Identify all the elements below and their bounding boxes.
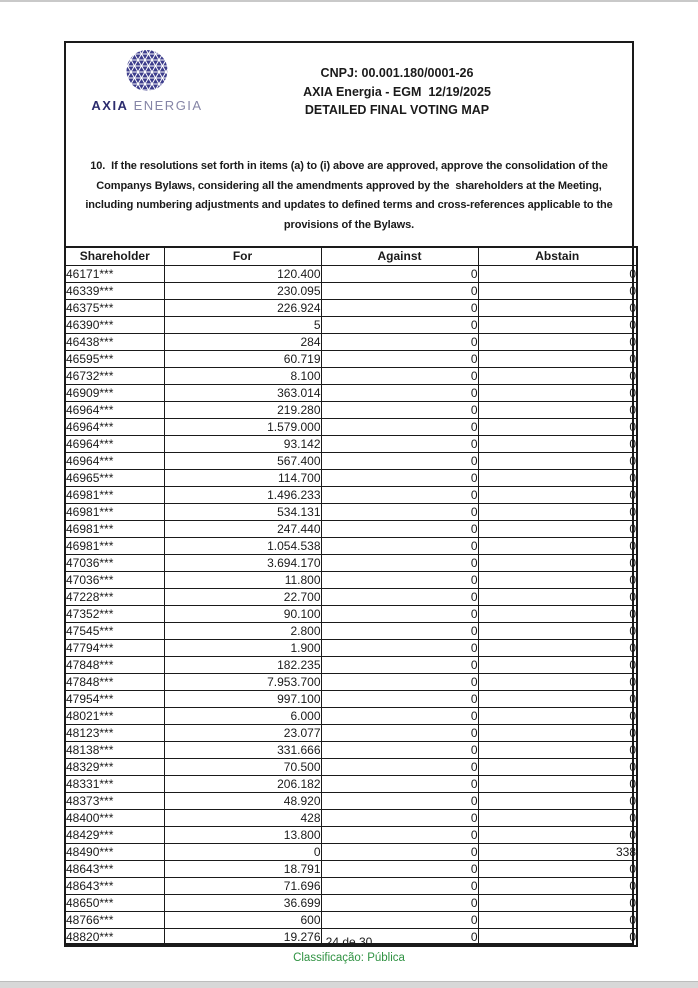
- brand-primary: AXIA: [91, 98, 129, 113]
- shareholder-id-cell: 48331***: [65, 776, 164, 793]
- table-row: [65, 402, 637, 419]
- vote-count-cell: 0: [321, 895, 478, 912]
- vote-count-cell: 0: [321, 759, 478, 776]
- shareholder-id-cell: 46732***: [65, 368, 164, 385]
- header-doc-title: DETAILED FINAL VOTING MAP: [304, 103, 490, 117]
- shareholder-id-cell: 48138***: [65, 742, 164, 759]
- vote-count-cell: 0: [478, 283, 637, 300]
- vote-count-cell: 0: [478, 334, 637, 351]
- vote-count-cell: 0: [478, 674, 637, 691]
- vote-count-cell: 0: [478, 487, 637, 504]
- shareholder-id-cell: 48643***: [65, 861, 164, 878]
- shareholder-id-cell: 48123***: [65, 725, 164, 742]
- vote-count-cell: 0: [321, 640, 478, 657]
- table-row: [65, 895, 637, 912]
- vote-count-cell: 60.719: [164, 351, 321, 368]
- vote-count-cell: 230.095: [164, 283, 321, 300]
- vote-count-cell: 8.100: [164, 368, 321, 385]
- table-row: [65, 419, 637, 436]
- vote-count-cell: 0: [321, 453, 478, 470]
- table-row: [65, 640, 637, 657]
- vote-count-cell: 0: [321, 878, 478, 895]
- shareholder-id-cell: 46595***: [65, 351, 164, 368]
- table-row: [65, 861, 637, 878]
- vote-count-cell: 0: [478, 266, 637, 283]
- vote-count-cell: 1.496.233: [164, 487, 321, 504]
- vote-count-cell: 0: [321, 657, 478, 674]
- table-row: [65, 878, 637, 895]
- vote-count-cell: 7.953.700: [164, 674, 321, 691]
- vote-count-cell: 0: [321, 487, 478, 504]
- table-row: [65, 674, 637, 691]
- shareholder-id-cell: 48820***: [65, 929, 164, 947]
- shareholder-id-cell: 46964***: [65, 402, 164, 419]
- vote-count-cell: 48.920: [164, 793, 321, 810]
- vote-count-cell: 0: [478, 300, 637, 317]
- shareholder-id-cell: 48643***: [65, 878, 164, 895]
- table-row: [65, 844, 637, 861]
- vote-count-cell: 0: [321, 793, 478, 810]
- header-cnpj: CNPJ: 00.001.180/0001-26: [320, 66, 474, 80]
- resolution-line: provisions of the Bylaws.: [283, 218, 415, 231]
- vote-count-cell: 226.924: [164, 300, 321, 317]
- vote-count-cell: 0: [321, 691, 478, 708]
- vote-count-cell: 0: [478, 929, 637, 947]
- vote-count-cell: 0: [478, 691, 637, 708]
- vote-count-cell: 0: [478, 470, 637, 487]
- vote-count-cell: 71.696: [164, 878, 321, 895]
- vote-count-cell: 0: [478, 708, 637, 725]
- table-row: [65, 691, 637, 708]
- vote-count-cell: 0: [478, 793, 637, 810]
- vote-count-cell: 0: [321, 606, 478, 623]
- vote-count-cell: 2.800: [164, 623, 321, 640]
- vote-count-cell: 13.800: [164, 827, 321, 844]
- vote-count-cell: 0: [478, 555, 637, 572]
- vote-count-cell: 0: [321, 725, 478, 742]
- shareholder-id-cell: 46965***: [65, 470, 164, 487]
- vote-count-cell: 428: [164, 810, 321, 827]
- vote-count-cell: 19.276: [164, 929, 321, 947]
- vote-count-cell: 0: [321, 776, 478, 793]
- table-row: [65, 317, 637, 334]
- table-header-row: [65, 247, 637, 266]
- shareholder-id-cell: 46339***: [65, 283, 164, 300]
- shareholder-id-cell: 46375***: [65, 300, 164, 317]
- shareholder-id-cell: 46171***: [65, 266, 164, 283]
- header-meeting: AXIA Energia - EGM 12/19/2025: [303, 84, 491, 99]
- vote-count-cell: 0: [321, 844, 478, 861]
- vote-count-cell: 0: [321, 572, 478, 589]
- vote-count-cell: 0: [478, 538, 637, 555]
- vote-count-cell: 0: [321, 470, 478, 487]
- vote-count-cell: 114.700: [164, 470, 321, 487]
- table-row: [65, 453, 637, 470]
- vote-count-cell: 0: [478, 368, 637, 385]
- shareholder-id-cell: 47848***: [65, 674, 164, 691]
- table-row: [65, 436, 637, 453]
- table-row: [65, 283, 637, 300]
- vote-count-cell: 219.280: [164, 402, 321, 419]
- vote-count-cell: 0: [478, 623, 637, 640]
- vote-count-cell: 0: [321, 419, 478, 436]
- page-number: 24 de 30: [325, 935, 373, 949]
- table-row: [65, 300, 637, 317]
- vote-count-cell: 0: [478, 351, 637, 368]
- vote-count-cell: 0: [478, 402, 637, 419]
- vote-count-cell: 0: [321, 861, 478, 878]
- vote-count-cell: 0: [321, 555, 478, 572]
- table-row: [65, 623, 637, 640]
- vote-count-cell: 0: [321, 708, 478, 725]
- vote-count-cell: 0: [478, 317, 637, 334]
- table-row: [65, 708, 637, 725]
- vote-count-cell: 0: [478, 810, 637, 827]
- table-row: [65, 589, 637, 606]
- vote-count-cell: 0: [164, 844, 321, 861]
- table-row: [65, 776, 637, 793]
- shareholder-id-cell: 46981***: [65, 487, 164, 504]
- table-row: [65, 266, 637, 283]
- vote-count-cell: 1.054.538: [164, 538, 321, 555]
- voting-table: [64, 246, 638, 947]
- vote-count-cell: 0: [478, 912, 637, 929]
- vote-count-cell: 0: [321, 436, 478, 453]
- table-row: [65, 351, 637, 368]
- vote-count-cell: 90.100: [164, 606, 321, 623]
- axia-globe-icon: [124, 48, 170, 95]
- shareholder-id-cell: 48021***: [65, 708, 164, 725]
- vote-count-cell: 0: [478, 385, 637, 402]
- vote-count-cell: 0: [478, 657, 637, 674]
- table-row: [65, 538, 637, 555]
- table-row: [65, 487, 637, 504]
- shareholder-id-cell: 46981***: [65, 521, 164, 538]
- table-row: [65, 368, 637, 385]
- document-page: [64, 41, 634, 945]
- vote-count-cell: 0: [321, 402, 478, 419]
- vote-count-cell: 0: [478, 572, 637, 589]
- vote-count-cell: 567.400: [164, 453, 321, 470]
- vote-count-cell: 0: [478, 521, 637, 538]
- vote-count-cell: 0: [478, 878, 637, 895]
- vote-count-cell: 331.666: [164, 742, 321, 759]
- shareholder-id-cell: 46909***: [65, 385, 164, 402]
- shareholder-id-cell: 47954***: [65, 691, 164, 708]
- vote-count-cell: 23.077: [164, 725, 321, 742]
- vote-count-cell: 0: [321, 368, 478, 385]
- vote-count-cell: 284: [164, 334, 321, 351]
- column-header: Shareholder: [65, 247, 164, 266]
- vote-count-cell: 0: [478, 640, 637, 657]
- vote-count-cell: 363.014: [164, 385, 321, 402]
- resolution-line: Companys Bylaws, considering all the amendments approved by the shareholders at the Meeting,: [96, 179, 602, 192]
- shareholder-id-cell: 46981***: [65, 538, 164, 555]
- shareholder-id-cell: 48490***: [65, 844, 164, 861]
- vote-count-cell: 0: [478, 759, 637, 776]
- vote-count-cell: 0: [321, 827, 478, 844]
- resolution-line: 10. If the resolutions set forth in items (a) to (i) above are approved, approve the consolidation of the: [90, 160, 608, 172]
- vote-count-cell: 182.235: [164, 657, 321, 674]
- table-row: [65, 504, 637, 521]
- vote-count-cell: 1.900: [164, 640, 321, 657]
- vote-count-cell: 22.700: [164, 589, 321, 606]
- shareholder-id-cell: 46964***: [65, 453, 164, 470]
- shareholder-id-cell: 48329***: [65, 759, 164, 776]
- column-header: Against: [321, 247, 478, 266]
- vote-count-cell: 0: [321, 283, 478, 300]
- vote-count-cell: 0: [478, 861, 637, 878]
- vote-count-cell: 0: [321, 589, 478, 606]
- vote-count-cell: 247.440: [164, 521, 321, 538]
- company-logo: [80, 48, 214, 113]
- vote-count-cell: 0: [321, 385, 478, 402]
- shareholder-id-cell: 48400***: [65, 810, 164, 827]
- vote-count-cell: 0: [321, 300, 478, 317]
- column-header: Abstain: [478, 247, 637, 266]
- shareholder-id-cell: 47352***: [65, 606, 164, 623]
- shareholder-id-cell: 46964***: [65, 436, 164, 453]
- table-row: [65, 912, 637, 929]
- table-row: [65, 470, 637, 487]
- vote-count-cell: 18.791: [164, 861, 321, 878]
- vote-count-cell: 0: [321, 351, 478, 368]
- vote-count-cell: 0: [321, 674, 478, 691]
- table-row: [65, 725, 637, 742]
- table-row: [65, 385, 637, 402]
- table-row: [65, 657, 637, 674]
- shareholder-id-cell: 48373***: [65, 793, 164, 810]
- vote-count-cell: 0: [321, 929, 478, 947]
- vote-count-cell: 0: [478, 725, 637, 742]
- vote-count-cell: 0: [478, 589, 637, 606]
- vote-count-cell: 3.694.170: [164, 555, 321, 572]
- table-row: [65, 606, 637, 623]
- vote-count-cell: 0: [478, 776, 637, 793]
- shareholder-id-cell: 47545***: [65, 623, 164, 640]
- shareholder-id-cell: 46438***: [65, 334, 164, 351]
- resolution-paragraph: [68, 157, 630, 235]
- column-header: For: [164, 247, 321, 266]
- vote-count-cell: 0: [321, 810, 478, 827]
- vote-count-cell: 36.699: [164, 895, 321, 912]
- shareholder-id-cell: 46981***: [65, 504, 164, 521]
- table-row: [65, 810, 637, 827]
- vote-count-cell: 0: [321, 334, 478, 351]
- vote-count-cell: 0: [478, 453, 637, 470]
- vote-count-cell: 93.142: [164, 436, 321, 453]
- vote-count-cell: 0: [321, 504, 478, 521]
- vote-count-cell: 600: [164, 912, 321, 929]
- vote-count-cell: 0: [478, 504, 637, 521]
- shareholder-id-cell: 46964***: [65, 419, 164, 436]
- vote-count-cell: 0: [478, 606, 637, 623]
- vote-count-cell: 0: [321, 742, 478, 759]
- vote-count-cell: 0: [321, 521, 478, 538]
- vote-count-cell: 0: [321, 623, 478, 640]
- resolution-line: including numbering adjustments and updates to defined terms and cross-references applicable to the: [85, 199, 613, 211]
- shareholder-id-cell: 48766***: [65, 912, 164, 929]
- vote-count-cell: 0: [478, 895, 637, 912]
- vote-count-cell: 0: [321, 317, 478, 334]
- table-row: [65, 572, 637, 589]
- brand-secondary: ENERGIA: [133, 98, 203, 113]
- vote-count-cell: 70.500: [164, 759, 321, 776]
- shareholder-id-cell: 48429***: [65, 827, 164, 844]
- brand-name: [80, 98, 214, 113]
- vote-count-cell: 338: [478, 844, 637, 861]
- table-body: [65, 266, 637, 947]
- vote-count-cell: 534.131: [164, 504, 321, 521]
- shareholder-id-cell: 47794***: [65, 640, 164, 657]
- vote-count-cell: 206.182: [164, 776, 321, 793]
- window-edge-top: [0, 0, 698, 2]
- table-row: [65, 827, 637, 844]
- document-header: [206, 64, 588, 120]
- vote-count-cell: 5: [164, 317, 321, 334]
- vote-count-cell: 120.400: [164, 266, 321, 283]
- table-row: [65, 793, 637, 810]
- vote-count-cell: 0: [321, 912, 478, 929]
- vote-count-cell: 0: [478, 419, 637, 436]
- vote-count-cell: 0: [478, 742, 637, 759]
- shareholder-id-cell: 47036***: [65, 572, 164, 589]
- vote-count-cell: 997.100: [164, 691, 321, 708]
- shareholder-id-cell: 46390***: [65, 317, 164, 334]
- table-row: [65, 521, 637, 538]
- vote-count-cell: 0: [321, 266, 478, 283]
- vote-count-cell: 0: [321, 538, 478, 555]
- vote-count-cell: 1.579.000: [164, 419, 321, 436]
- vote-count-cell: 11.800: [164, 572, 321, 589]
- shareholder-id-cell: 47848***: [65, 657, 164, 674]
- shareholder-id-cell: 47228***: [65, 589, 164, 606]
- classification-label: Classificação: Pública: [293, 952, 405, 964]
- vote-count-cell: 6.000: [164, 708, 321, 725]
- table-row: [65, 759, 637, 776]
- table-row: [65, 555, 637, 572]
- shareholder-id-cell: 47036***: [65, 555, 164, 572]
- shareholder-id-cell: 48650***: [65, 895, 164, 912]
- table-row: [65, 334, 637, 351]
- vote-count-cell: 0: [478, 827, 637, 844]
- vote-count-cell: 0: [478, 436, 637, 453]
- table-row: [65, 742, 637, 759]
